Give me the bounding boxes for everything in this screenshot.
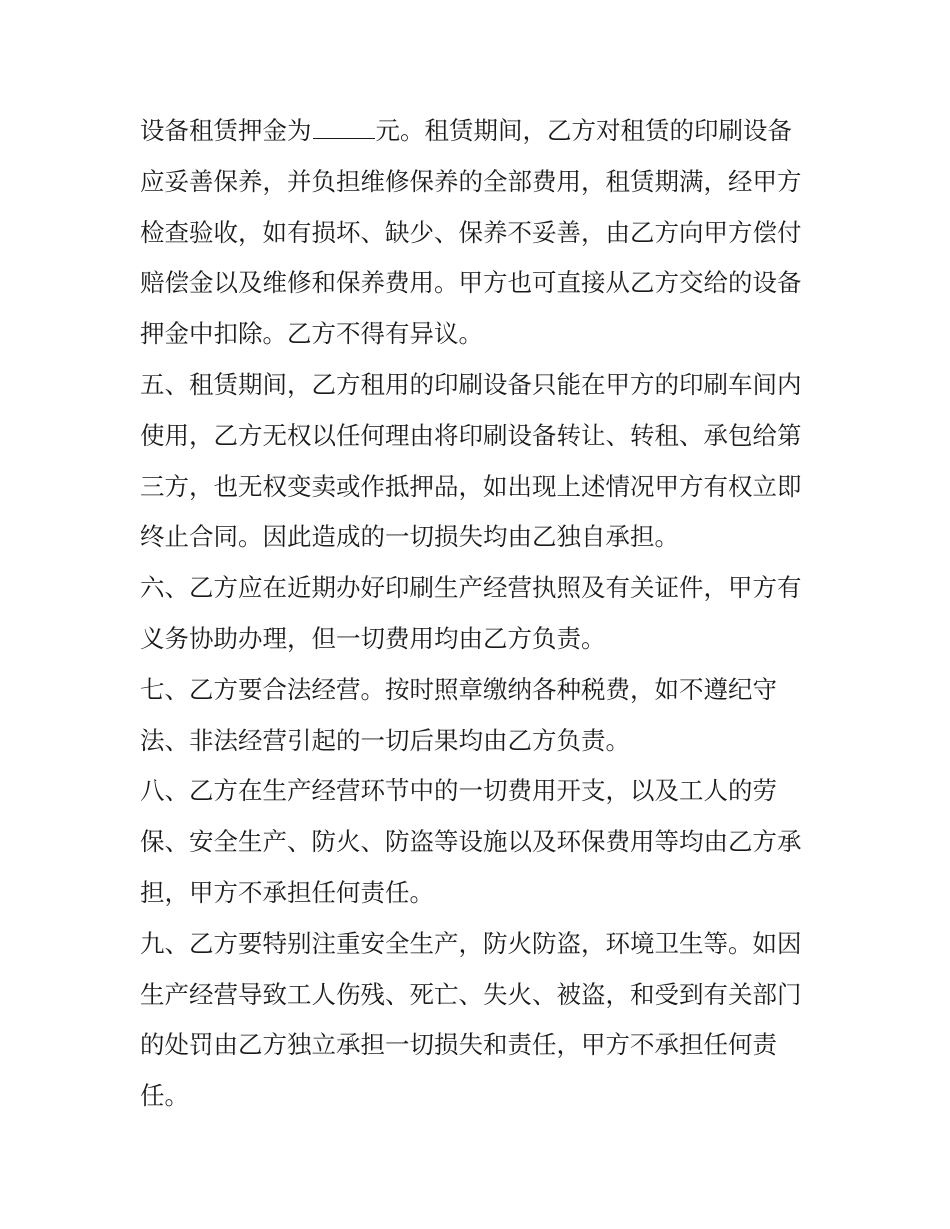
text-line: 九、乙方要特别注重安全生产，防火防盗，环境卫生等。如因: [140, 928, 802, 958]
text-line: 六、乙方应在近期办好印刷生产经营执照及有关证件，甲方有: [140, 573, 802, 603]
document-body: [140, 106, 820, 1122]
fill-in-blank: [313, 118, 375, 139]
text-line: 法、非法经营引起的一切后果均由乙方负责。: [140, 725, 630, 755]
text-line: 保、安全生产、防火、防盗等设施以及环保费用等均由乙方承: [140, 827, 802, 857]
text-line: 检查验收，如有损坏、缺少、保养不妥善，由乙方向甲方偿付: [140, 217, 802, 247]
text-line: 义务协助办理，但一切费用均由乙方负责。: [140, 623, 606, 653]
text-line: 任。: [140, 1081, 189, 1111]
text-segment: 设备租赁押金为: [140, 116, 312, 145]
text-line: 五、租赁期间，乙方租用的印刷设备只能在甲方的印刷车间内: [140, 369, 802, 399]
text-line: 的处罚由乙方独立承担一切损失和责任，甲方不承担任何责: [140, 1030, 777, 1060]
text-line: 终止合同。因此造成的一切损失均由乙独自承担。: [140, 522, 679, 552]
text-line: 押金中扣除。乙方不得有异议。: [140, 319, 483, 349]
text-line: 生产经营导致工人伤残、死亡、失火、被盗，和受到有关部门: [140, 979, 802, 1009]
text-line: 应妥善保养，并负担维修保养的全部费用，租赁期满，经甲方: [140, 166, 802, 196]
text-line: 七、乙方要合法经营。按时照章缴纳各种税费，如不遵纪守: [140, 674, 777, 704]
text-line: 八、乙方在生产经营环节中的一切费用开支，以及工人的劳: [140, 776, 777, 806]
text-line: 三方，也无权变卖或作抵押品，如出现上述情况甲方有权立即: [140, 471, 802, 501]
text-segment: 元。租赁期间，乙方对租赁的印刷设备: [375, 116, 792, 145]
text-line: 担，甲方不承担任何责任。: [140, 877, 434, 907]
text-line: 赔偿金以及维修和保养费用。甲方也可直接从乙方交给的设备: [140, 268, 802, 298]
text-line: [140, 106, 820, 157]
text-line: 使用，乙方无权以任何理由将印刷设备转让、转租、承包给第: [140, 420, 802, 450]
